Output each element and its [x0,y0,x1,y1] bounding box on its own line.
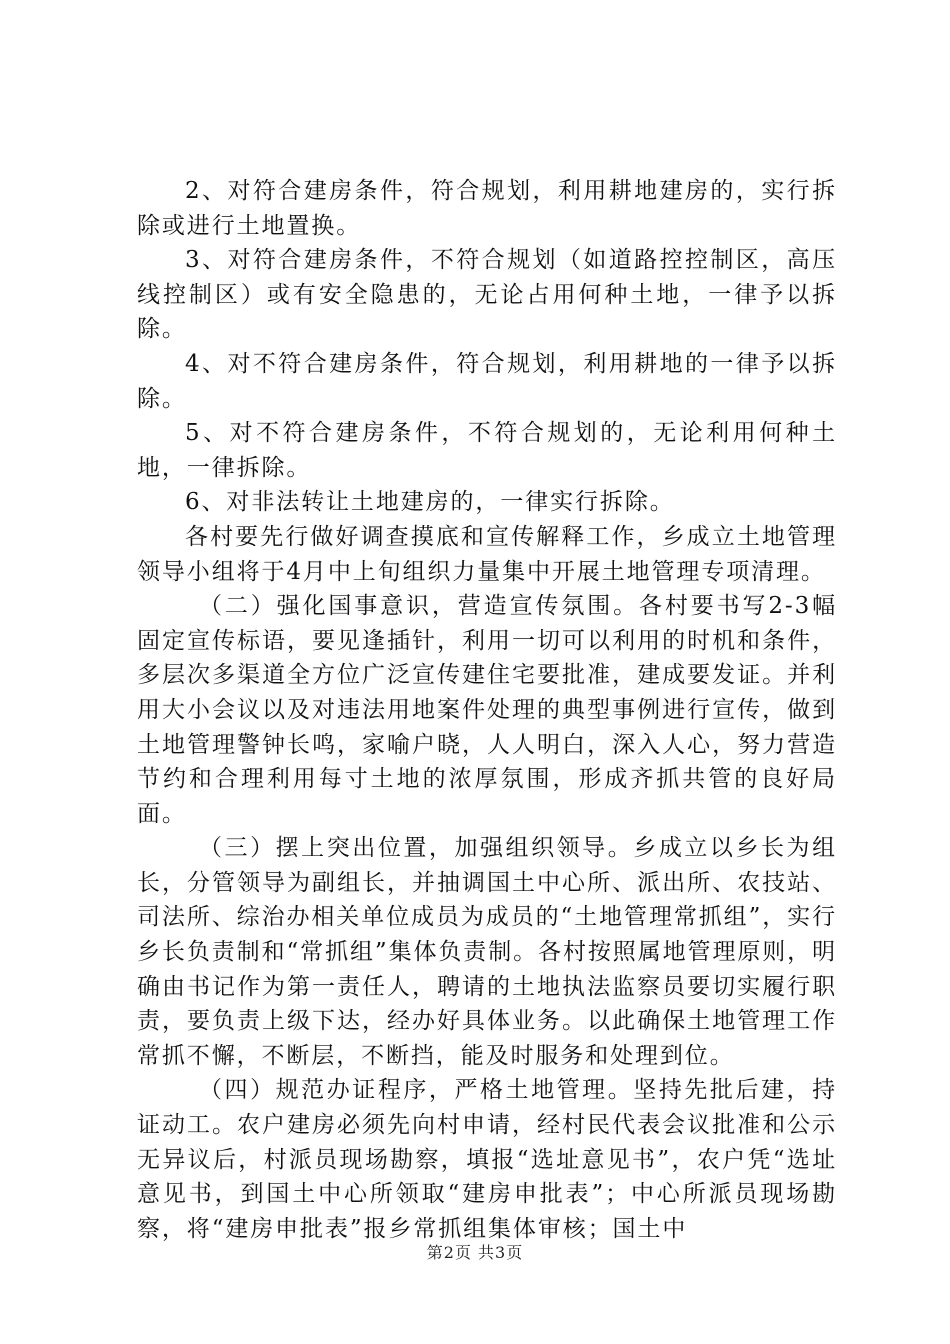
paragraph-item-3: 3、对符合建房条件，不符合规划（如道路控控制区，高压线控制区）或有安全隐患的，无论占用何种土地，一律予以拆除。 [137,247,837,343]
paragraph-section-3: （三）摆上突出位置，加强组织领导。乡成立以乡长为组长，分管领导为副组长，并抽调国土中心所、派出所、农技站、司法所、综治办相关单位成员为成员的“土地管理常抓组”，实行乡长负责制和“常抓组”集体负责制。各村按照属地管理原则，明确由书记作为第一责任人，聘请的土地执法监察员要切实履行职责，要负责上级下达，经办好具体业务。以此确保土地管理工作常抓不懈，不断层，不断挡，能及时服务和处理到位。 [137,835,837,1069]
paragraph-village-work: 各村要先行做好调查摸底和宣传解释工作，乡成立土地管理领导小组将于4月中上旬组织力量集中开展土地管理专项清理。 [137,523,837,585]
paragraph-item-6: 6、对非法转让土地建房的，一律实行拆除。 [185,489,675,516]
paragraph-section-2: （二）强化国事意识，营造宣传氛围。各村要书写2-3幅固定宣传标语，要见逢插针，利用一切可以利用的时机和条件，多层次多渠道全方位广泛宣传建住宅要批准，建成要发证。并利用大小会议以及对违法用地案件处理的典型事例进行宣传，做到土地管理警钟长鸣，家喻户晓，人人明白，深入人心，努力营造节约和合理利用每寸土地的浓厚氛围，形成齐抓共管的良好局面。 [137,593,837,827]
paragraph-item-2: 2、对符合建房条件，符合规划，利用耕地建房的，实行拆除或进行土地置换。 [137,178,837,239]
paragraph-item-4: 4、对不符合建房条件，符合规划，利用耕地的一律予以拆除。 [137,350,837,412]
paragraph-item-5: 5、对不符合建房条件，不符合规划的，无论利用何种土地，一律拆除。 [137,420,837,481]
paragraph-section-4: （四）规范办证程序，严格土地管理。坚持先批后建，持证动工。农户建房必须先向村申请，经村民代表会议批准和公示无异议后，村派员现场勘察，填报“选址意见书”，农户凭“选址意见书，到国土中心所领取“建房申批表”；中心所派员现场勘察，将“建房申批表”报乡常抓组集体审核；国土中 [137,1077,837,1242]
page-number-footer: 第2页 共3页 [426,1243,524,1262]
document-body [137,174,837,1246]
